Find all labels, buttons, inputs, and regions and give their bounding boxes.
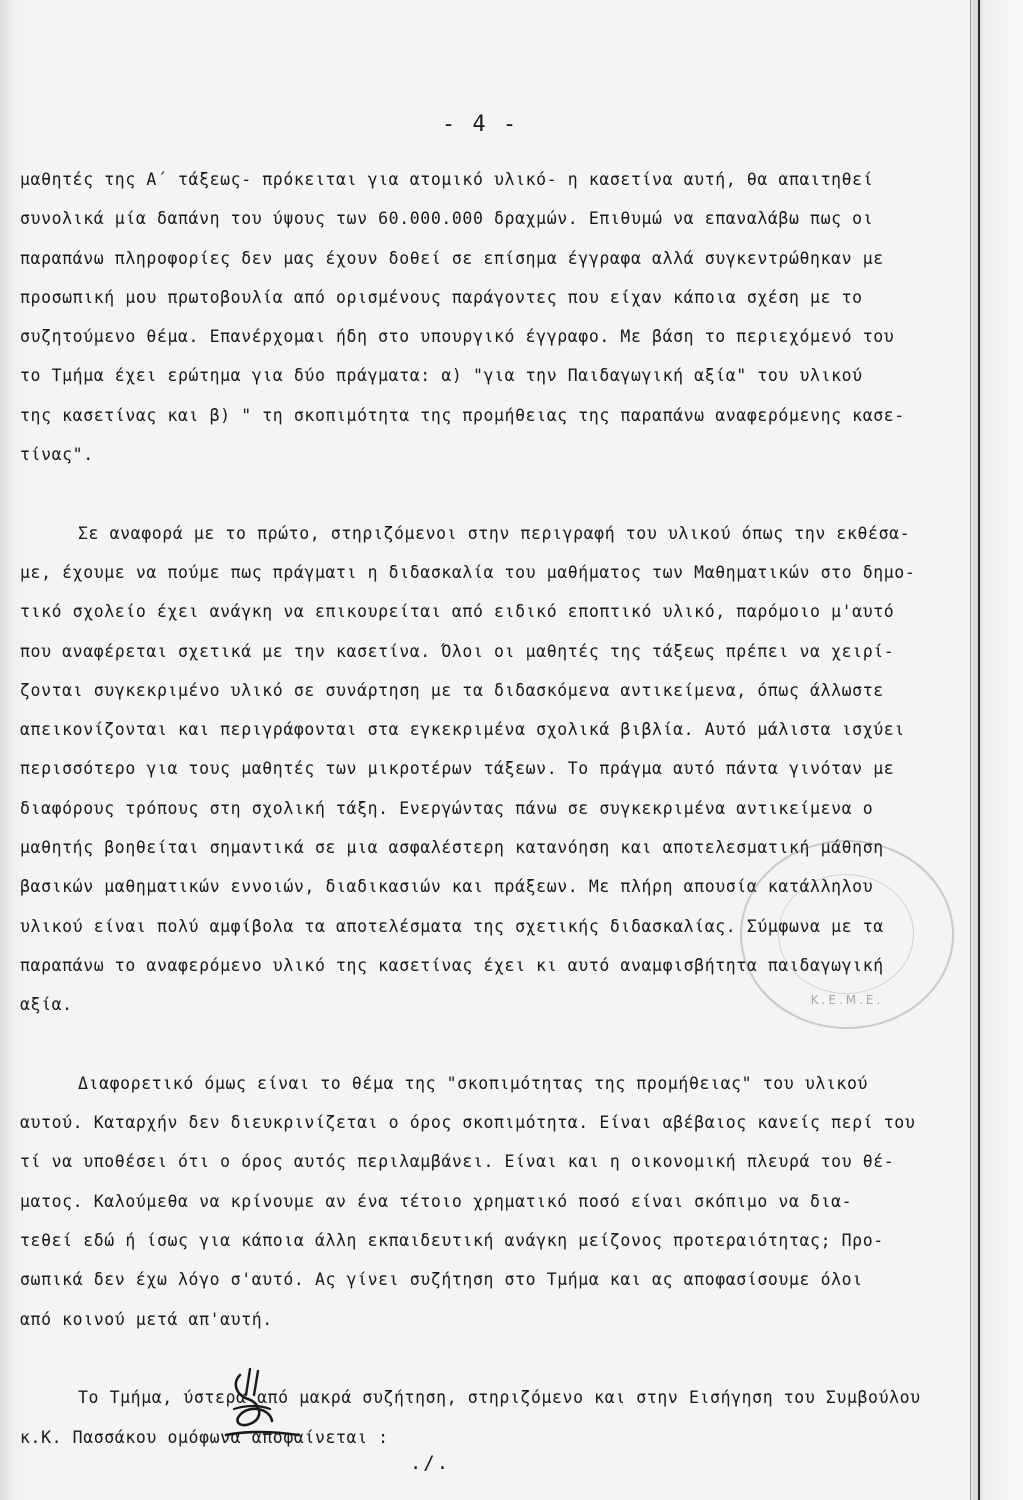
page-number: - 4 -	[441, 112, 519, 137]
paragraph-gap	[20, 1339, 960, 1378]
stamp-text: Κ.Ε.Μ.Ε.	[810, 993, 884, 1007]
text-line: διαφόρους τρόπους στη σχολική τάξη. Ενεργώντας πάνω σε συγκεκριμένα αντικείμενα ο	[20, 798, 874, 818]
text-line: παραπάνω το αναφερόμενο υλικό της κασετίνας έχει κι αυτό αναμφισβήτητα παιδαγωγική	[20, 955, 884, 975]
paragraph-gap	[20, 474, 960, 513]
text-line: κ.Κ. Πασσάκου ομόφωνα αποφαίνεται :	[20, 1427, 389, 1447]
text-line: απεικονίζονται και περιγράφονται στα εγκεκριμένα σχολικά βιβλία. Αυτό μάλιστα ισχύει	[20, 720, 905, 740]
text-line: αξία.	[20, 995, 73, 1015]
continuation-mark: ./.	[409, 1452, 451, 1474]
text-line: συζητούμενο θέμα. Επανέρχομαι ήδη στο υπουργικό έγγραφο. Με βάση το περιεχόμενό του	[20, 327, 895, 347]
text-line: από κοινού μετά απ'αυτή.	[20, 1309, 273, 1329]
text-line: παραπάνω πληροφορίες δεν μας έχουν δοθεί σε επίσημα έγγραφα αλλά συγκεντρώθηκαν με	[20, 248, 884, 268]
document-body	[20, 160, 960, 1457]
text-line: αυτού. Καταρχήν δεν διευκρινίζεται ο όρος σκοπιμότητα. Είναι αβέβαιος κανείς περί του	[20, 1113, 916, 1133]
paragraph-gap	[20, 1025, 960, 1064]
text-line: βασικών μαθηματικών εννοιών, διαδικασιών και πράξεων. Με πλήρη απουσία κατάλληλου	[20, 877, 874, 897]
text-line: Διαφορετικό όμως είναι το θέμα της "σκοπιμότητας της προμήθειας" του υλικού	[78, 1073, 869, 1093]
text-line: υλικού είναι πολύ αμφίβολα τα αποτελέσματα της σχετικής διδασκαλίας. Σύμφωνα με τα	[20, 916, 884, 936]
text-line: σωπικά δεν έχω λόγο σ'αυτό. Ας γίνει συζήτηση στο Τμήμα και ας αποφασίσουμε όλοι	[20, 1270, 863, 1290]
text-line: ζονται συγκεκριμένο υλικό σε συνάρτηση με τα διδασκόμενα αντικείμενα, όπως άλλωστε	[20, 680, 884, 700]
text-line: τίνας".	[20, 445, 94, 465]
text-line: που αναφέρεται σχετικά με την κασετίνα. Όλοι οι μαθητές της τάξεως πρέπει να χειρί-	[20, 641, 895, 661]
text-line: τικό σχολείο έχει ανάγκη να επικουρείται από ειδικό εποπτικό υλικό, παρόμοιο μ'αυτό	[20, 602, 895, 622]
text-line: της κασετίνας και β) " τη σκοπιμότητα της προμήθειας της παραπάνω αναφερόμενης κασε-	[20, 405, 905, 425]
text-line: τεθεί εδώ ή ίσως για κάποια άλλη εκπαιδευτική ανάγκη μείζονος προτεραιότητας; Προ-	[20, 1231, 884, 1251]
text-line: περισσότερο για τους μαθητές των μικροτέρων τάξεων. Το πράγμα αυτό πάντα γινόταν με	[20, 759, 895, 779]
binding-edge	[970, 0, 1023, 1500]
text-line: μαθητής βοηθείται σημαντικά σε μια ασφαλέστερη κατανόηση και αποτελεσματική μάθηση	[20, 838, 884, 858]
text-line: μαθητές της Α΄ τάξεως- πρόκειται για ατομικό υλικό- η κασετίνα αυτή, θα απαιτηθεί	[20, 170, 874, 189]
text-line: τί να υποθέσει ότι ο όρος αυτός περιλαμβάνει. Είναι και η οικονομική πλευρά του θέ-	[20, 1152, 895, 1172]
official-stamp	[740, 840, 954, 1029]
text-line: συνολικά μία δαπάνη του ύψους των 60.000.000 δραχμών. Επιθυμώ να επαναλάβω πως οι	[20, 209, 874, 229]
text-line: το Τμήμα έχει ερώτημα για δύο πράγματα: α) "για την Παιδαγωγική αξία" του υλικού	[20, 366, 863, 386]
text-line: Το Τμήμα, ύστερα από μακρά συζήτηση, στηριζόμενο και στην Εισήγηση του Συμβούλου	[78, 1388, 921, 1408]
text-line: με, έχουμε να πούμε πως πράγματι η διδασκαλία του μαθήματος των Μαθηματικών στο δημο-	[20, 562, 916, 582]
text-line: ματος. Καλούμεθα να κρίνουμε αν ένα τέτοιο χρηματικό ποσό είναι σκόπιμο να δια-	[20, 1191, 853, 1211]
text-line: προσωπική μου πρωτοβουλία από ορισμένους παράγοντες που είχαν κάποια σχέση με το	[20, 287, 863, 307]
text-line: Σε αναφορά με το πρώτο, στηριζόμενοι στην περιγραφή του υλικού όπως την εκθέσα-	[78, 523, 911, 543]
handwritten-signature	[212, 1365, 302, 1445]
